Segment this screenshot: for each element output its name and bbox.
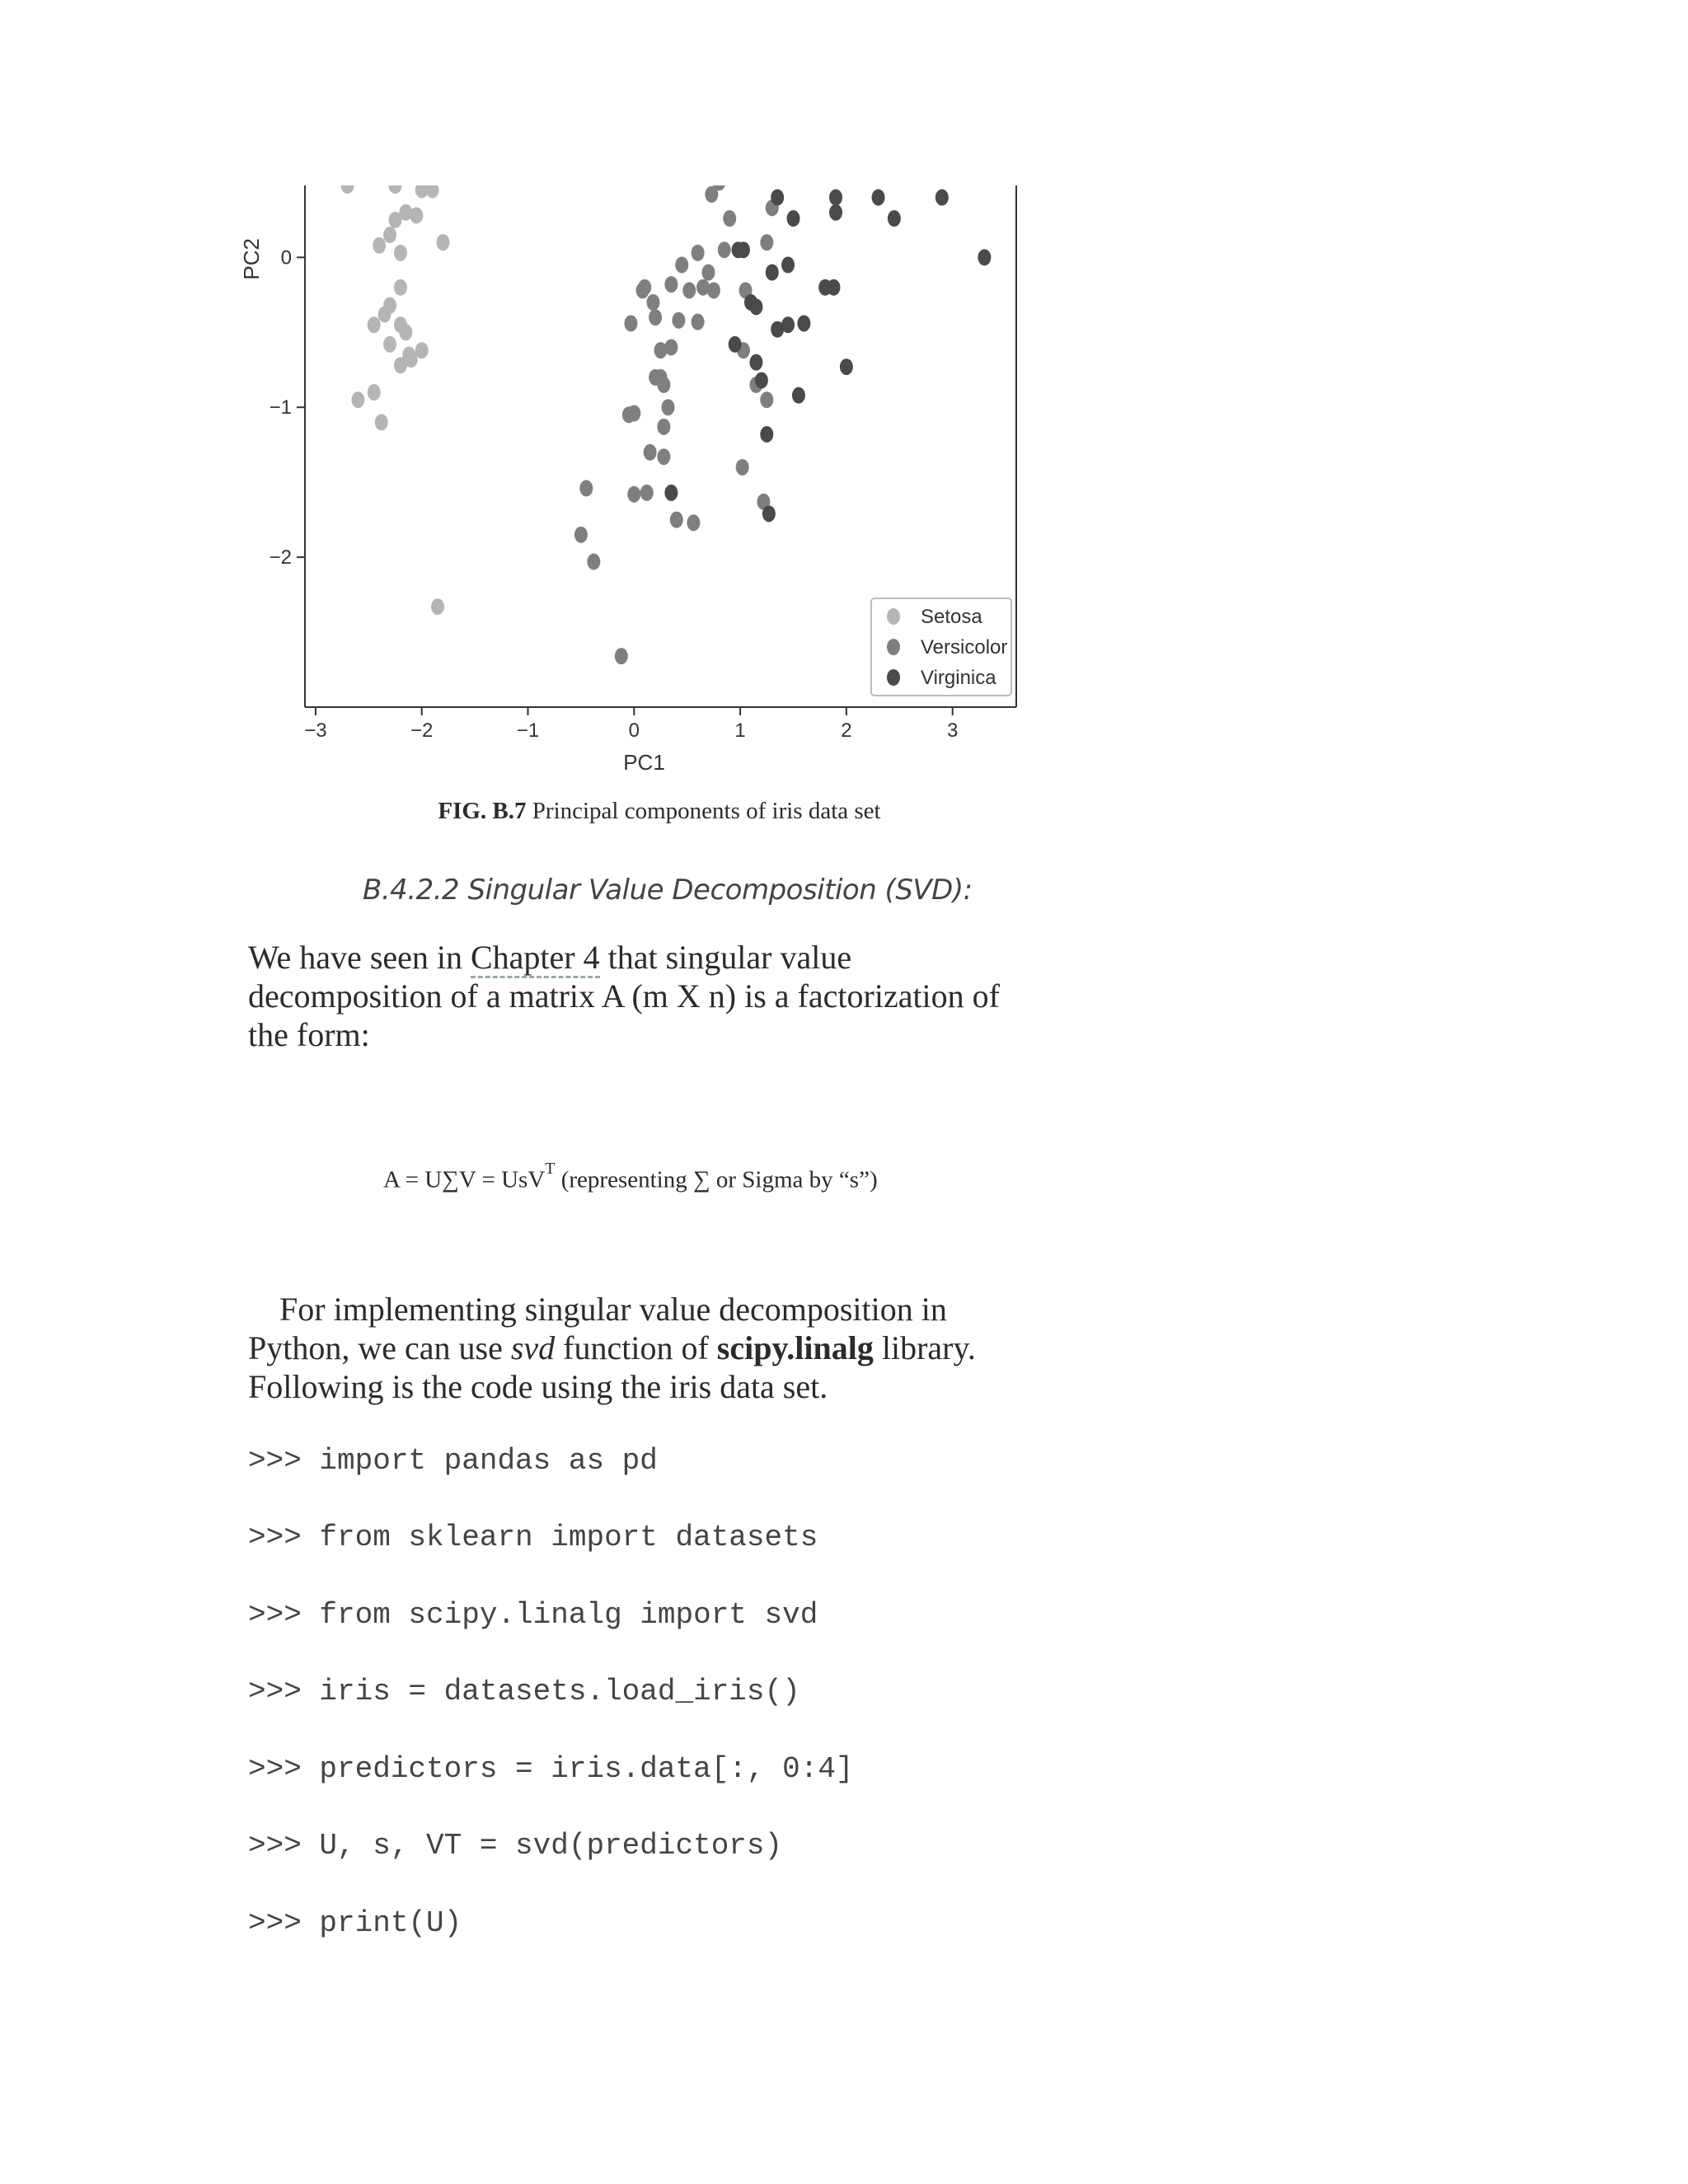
paragraph-text: We have seen in [248, 939, 471, 976]
data-point-setosa [402, 347, 415, 363]
data-point-setosa [373, 237, 386, 254]
data-point-versicolor [675, 256, 688, 273]
code-line: >>> from sklearn import datasets [248, 1521, 818, 1554]
data-point-virginica [737, 241, 750, 258]
data-point-virginica [664, 485, 678, 501]
data-point-setosa [383, 336, 396, 353]
data-point-virginica [872, 190, 885, 206]
data-point-setosa [388, 185, 401, 194]
code-line: >>> predictors = iris.data[:, 0:4] [248, 1752, 854, 1786]
data-point-setosa [378, 306, 392, 322]
data-point-versicolor [624, 315, 637, 331]
data-point-setosa [388, 212, 401, 228]
data-point-versicolor [574, 527, 588, 543]
data-point-virginica [792, 387, 805, 404]
data-point-versicolor [640, 485, 654, 501]
data-point-virginica [935, 190, 949, 206]
data-point-setosa [375, 414, 388, 430]
y-tick-label: −2 [269, 546, 292, 569]
legend-label-virginica: Virginica [921, 667, 996, 689]
data-point-setosa [341, 185, 354, 194]
code-line: >>> iris = datasets.load_iris() [248, 1675, 800, 1708]
data-point-versicolor [760, 391, 773, 408]
data-point-versicolor [657, 448, 670, 465]
data-point-virginica [771, 190, 784, 206]
data-point-versicolor [636, 282, 649, 298]
paragraph-text: library. Following is the code using the iris data set. [248, 1329, 976, 1405]
paragraph-svd-intro [248, 938, 1039, 1054]
data-point-virginica [797, 315, 810, 331]
data-point-virginica [766, 265, 779, 281]
data-point-versicolor [701, 265, 715, 281]
data-point-versicolor [615, 648, 628, 664]
data-point-versicolor [723, 210, 736, 227]
code-line: >>> import pandas as pd [248, 1444, 658, 1478]
library-name: scipy.linalg [716, 1329, 874, 1366]
data-point-versicolor [672, 312, 685, 329]
x-tick-label: −1 [516, 719, 540, 742]
data-point-virginica [781, 256, 795, 273]
y-tick-label: −1 [269, 396, 292, 419]
x-tick-label: −2 [410, 719, 434, 742]
data-point-versicolor [707, 282, 720, 298]
y-tick-label: 0 [280, 246, 292, 269]
x-tick-label: 3 [947, 719, 959, 742]
data-point-virginica [781, 316, 795, 333]
data-point-versicolor [760, 234, 773, 251]
data-point-setosa [431, 598, 444, 615]
code-line: >>> U, s, VT = svd(predictors) [248, 1829, 783, 1863]
formula-note: (representing ∑ or Sigma by “s”) [555, 1166, 878, 1193]
data-point-setosa [399, 324, 412, 340]
data-point-setosa [426, 185, 439, 198]
data-point-virginica [760, 426, 773, 443]
data-point-setosa [383, 227, 396, 243]
x-tick-label: −3 [304, 719, 327, 742]
data-point-versicolor [662, 399, 675, 415]
data-point-versicolor [587, 554, 600, 570]
data-point-versicolor [627, 405, 640, 421]
x-tick-label: 1 [734, 719, 746, 742]
data-point-virginica [829, 204, 842, 221]
data-point-setosa [368, 384, 381, 401]
data-point-setosa [436, 234, 449, 251]
data-point-virginica [762, 505, 776, 522]
data-point-versicolor [664, 276, 678, 293]
legend-marker-setosa [887, 608, 900, 625]
data-point-virginica [888, 210, 901, 227]
data-point-setosa [415, 342, 429, 359]
legend-marker-virginica [887, 669, 900, 686]
code-line: >>> print(U) [248, 1906, 462, 1940]
data-point-versicolor [736, 459, 749, 476]
data-point-versicolor [644, 444, 657, 461]
formula-main: A = U∑V = UsV [383, 1166, 546, 1193]
data-point-virginica [787, 210, 800, 227]
data-point-setosa [351, 391, 364, 408]
data-point-versicolor [670, 512, 683, 528]
data-point-versicolor [657, 377, 670, 393]
data-point-versicolor [654, 342, 668, 359]
data-point-versicolor [657, 419, 670, 435]
chapter-link[interactable]: Chapter 4 [471, 939, 600, 978]
svd-function-name: svd [510, 1329, 556, 1366]
paragraph-text: For implementing singular value decomposition in Python, we can use [248, 1291, 947, 1366]
data-point-virginica [755, 372, 768, 388]
code-line: >>> from scipy.linalg import svd [248, 1598, 818, 1632]
section-heading: B.4.2.2 Singular Value Decomposition (SVD): [363, 874, 973, 907]
paragraph-text: function of [555, 1329, 717, 1366]
svd-formula [383, 1160, 878, 1194]
paragraph-text: that singular value decomposition of a matrix A (m X n) is a factorization of the form: [248, 939, 1000, 1053]
data-point-versicolor [705, 186, 718, 203]
x-tick-label: 0 [628, 719, 640, 742]
chart-legend [871, 598, 1011, 696]
data-point-versicolor [649, 309, 662, 326]
x-tick-label: 2 [841, 719, 852, 742]
legend-label-versicolor: Versicolor [921, 636, 1008, 658]
x-axis-label: PC1 [623, 750, 665, 775]
data-point-virginica [827, 279, 840, 296]
data-point-setosa [394, 279, 407, 296]
y-axis-label: PC2 [239, 238, 264, 280]
pca-scatter-chart [239, 185, 1047, 795]
data-point-virginica [749, 298, 762, 315]
data-point-versicolor [646, 294, 659, 311]
legend-label-setosa: Setosa [921, 606, 982, 628]
data-point-versicolor [692, 314, 705, 330]
data-point-setosa [368, 316, 381, 333]
data-point-versicolor [579, 480, 593, 496]
plot-points [341, 185, 992, 664]
data-point-virginica [729, 336, 742, 353]
data-point-versicolor [627, 486, 640, 503]
data-point-setosa [410, 207, 423, 223]
figure-caption [0, 798, 1319, 825]
data-point-virginica [829, 190, 842, 206]
formula-superscript: T [545, 1160, 556, 1178]
data-point-virginica [978, 249, 991, 265]
data-point-versicolor [718, 241, 731, 258]
data-point-versicolor [682, 282, 696, 298]
data-point-virginica [749, 354, 762, 371]
figure-caption-text: Principal components of iris data set [526, 798, 881, 824]
data-point-versicolor [687, 514, 700, 531]
legend-marker-versicolor [887, 639, 900, 655]
figure-label: FIG. B.7 [438, 798, 527, 824]
data-point-virginica [840, 359, 853, 375]
paragraph-svd-python [248, 1290, 1039, 1406]
data-point-versicolor [692, 245, 705, 261]
data-point-setosa [394, 245, 407, 261]
